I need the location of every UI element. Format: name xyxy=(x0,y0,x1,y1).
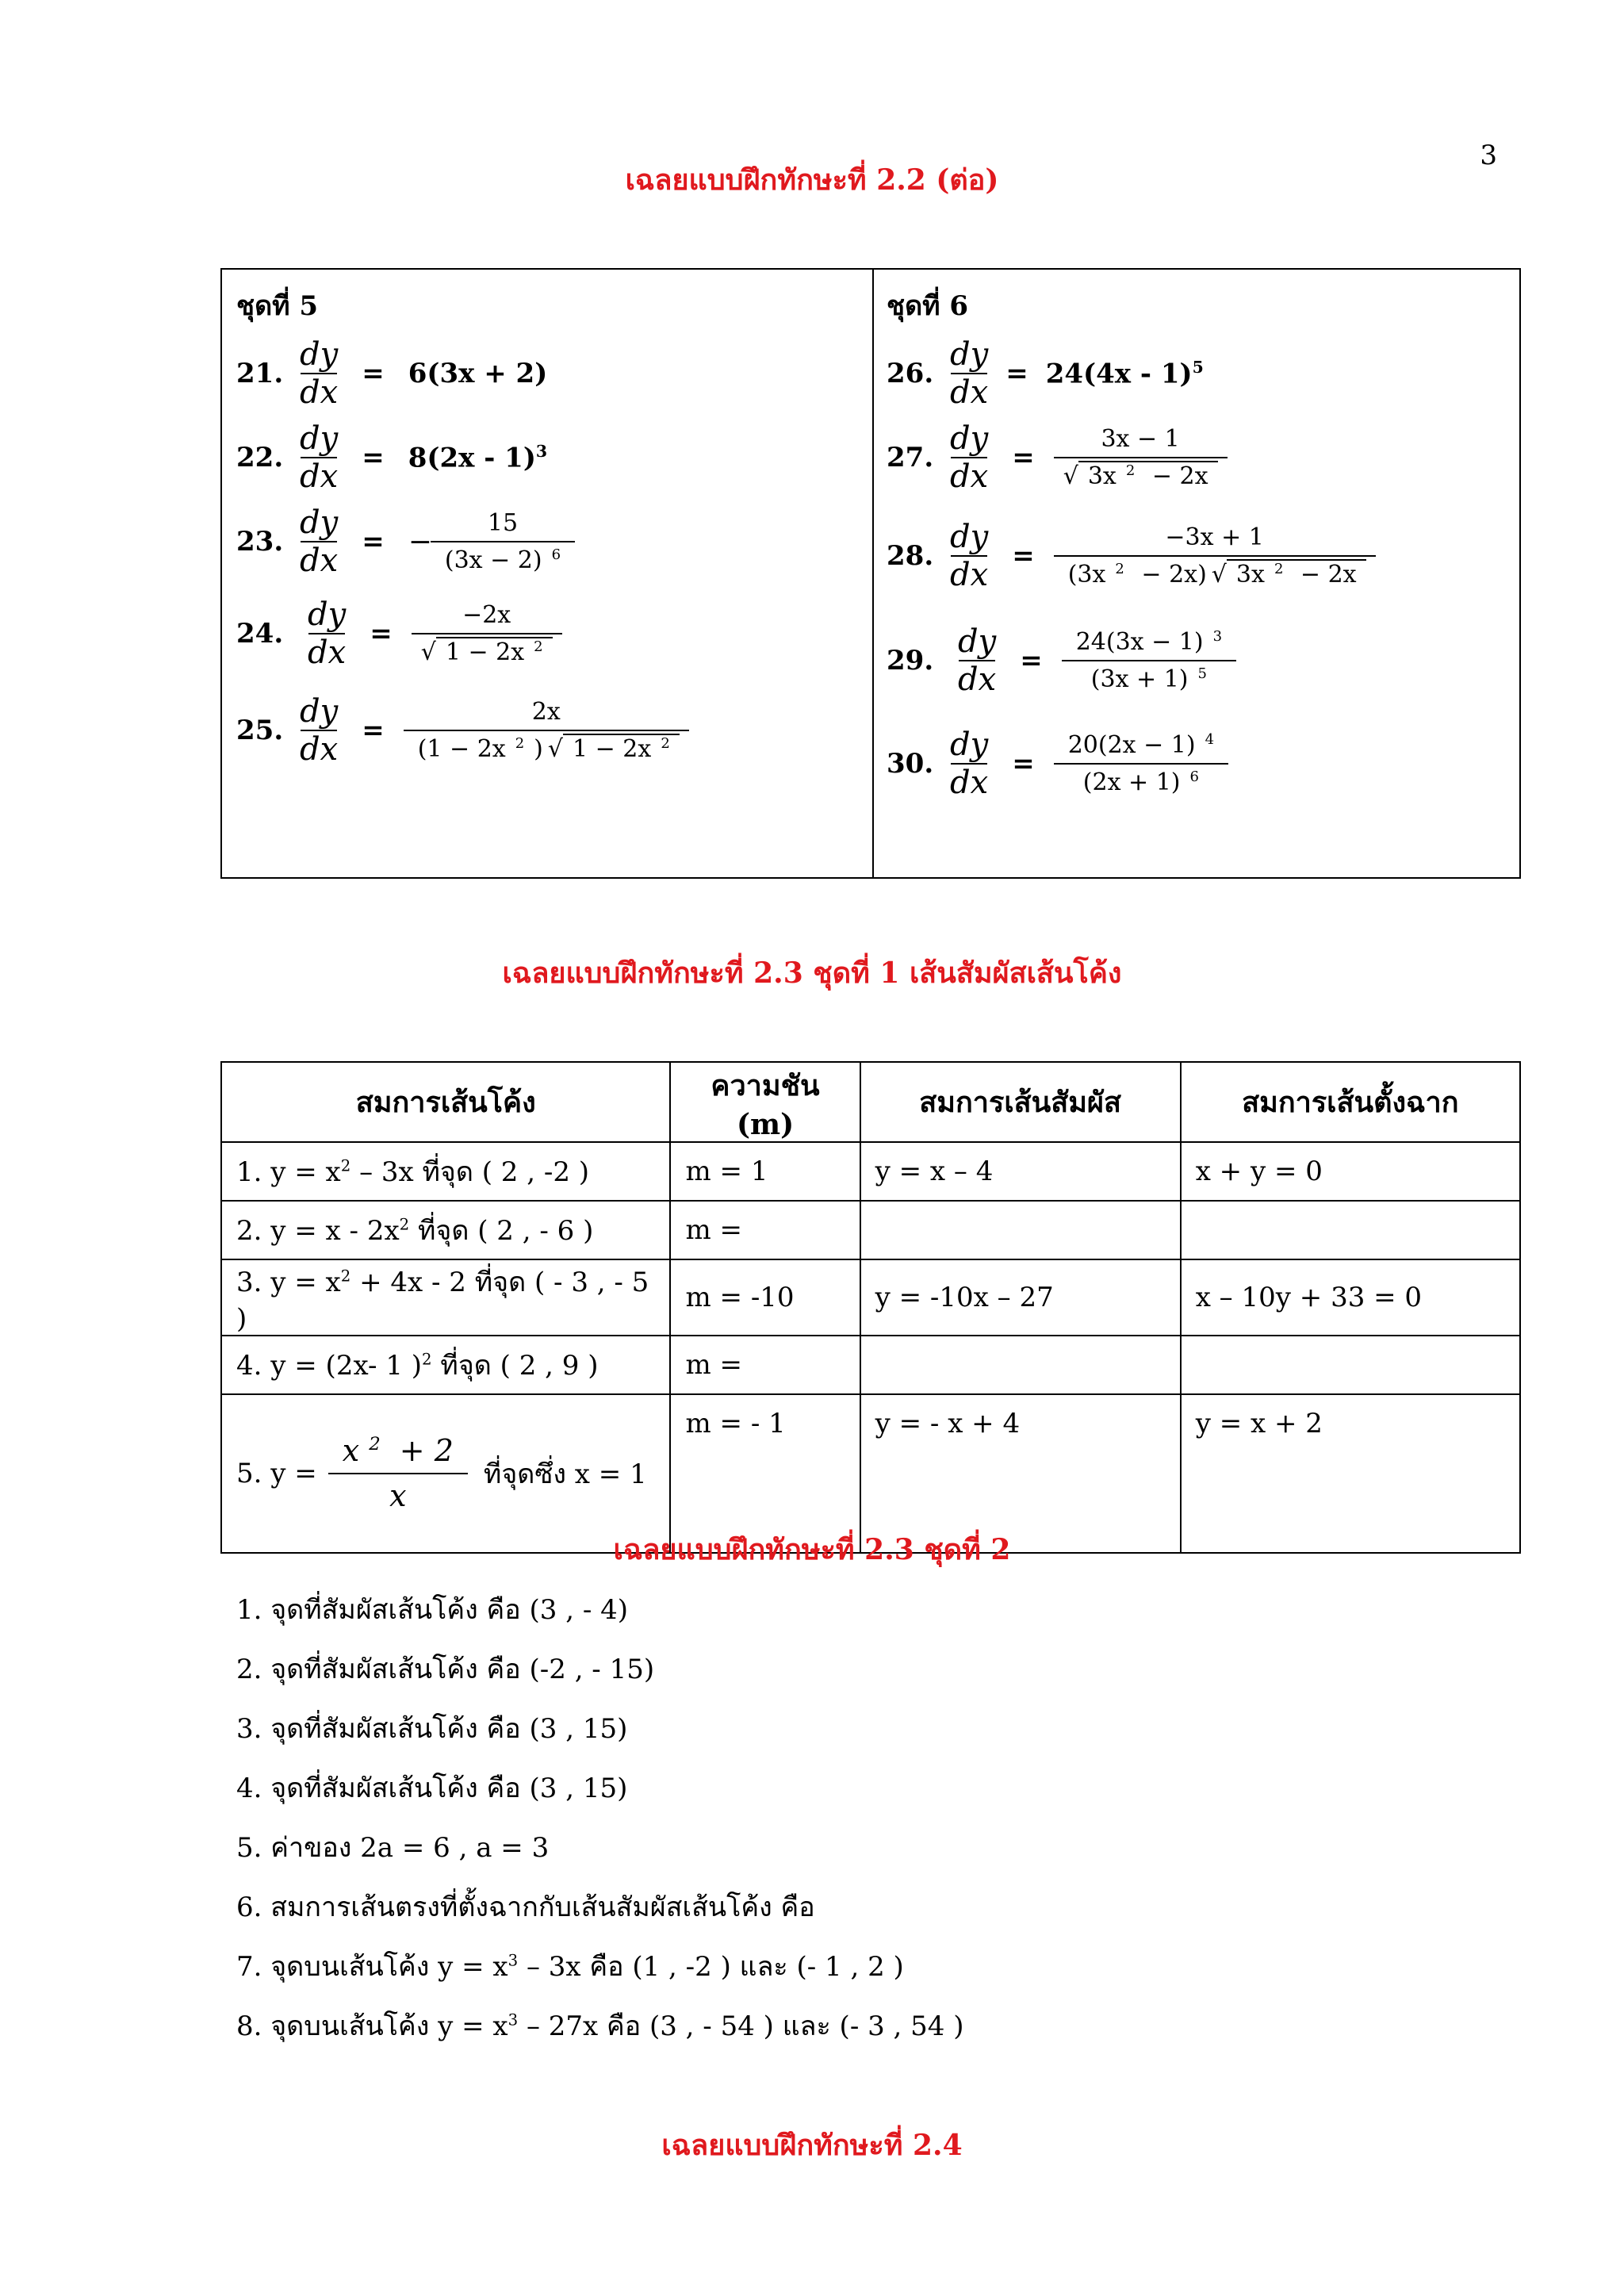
list-item: 6. สมการเส้นตรงที่ตั้งฉากกับเส้นสัมผัสเส้นโค้ง คือ xyxy=(236,1892,815,1923)
item-25: 25. $\frac{dy}{dx}$ = 2x (1 − 2x $^2$ ) √ 1 − 2x $^2$ xyxy=(236,693,684,768)
set6-title: ชุดที่ 6 xyxy=(887,290,969,322)
list-item: 1. จุดที่สัมผัสเส้นโค้ง คือ (3 , - 4) xyxy=(236,1594,629,1626)
set5-title: ชุดที่ 5 xyxy=(236,290,319,322)
item-21: 21. $\frac{dy}{dx}$ = 6(3x + 2) xyxy=(236,336,548,411)
slope-cell: m = -10 xyxy=(670,1259,860,1336)
list-item: 3. จุดที่สัมผัสเส้นโค้ง คือ (3 , 15) xyxy=(236,1713,628,1745)
heading-exercise-2-3-set2: เฉลยแบบฝึกทักษะที่ 2.3 ชุดที่ 2 xyxy=(613,1533,1011,1566)
table-header-row xyxy=(221,1062,1520,1142)
curve-cell: 1. $y = x^2 - 3x$ ที่จุด ( 2 , -2 ) xyxy=(221,1142,670,1201)
normal-cell xyxy=(1181,1201,1520,1259)
normal-cell: x + y = 0 xyxy=(1181,1142,1520,1201)
list-item: 7. จุดบนเส้นโค้ง $y = x^3 - 3x$ คือ (1 , -2 ) และ (- 1 , 2 ) xyxy=(236,1951,904,1983)
tangent-cell: y = - x + 4 xyxy=(860,1394,1181,1553)
table-row xyxy=(221,1142,1520,1201)
page-number: 3 xyxy=(1480,140,1497,171)
curve-cell: 3. $y = x^2 + 4x - 2$ ที่จุด ( - 3 , - 5 ) xyxy=(221,1259,670,1336)
table-row xyxy=(221,1201,1520,1259)
slope-cell: m = - 1 xyxy=(670,1394,860,1553)
list-item: 5. ค่าของ 2a = 6 , a = 3 xyxy=(236,1832,550,1864)
header-slope: ความชัน (m) xyxy=(670,1062,860,1142)
normal-cell: y = x + 2 xyxy=(1181,1394,1520,1553)
heading-exercise-2-3-set1: เฉลยแบบฝึกทักษะที่ 2.3 ชุดที่ 1 เส้นสัมผัสเส้นโค้ง xyxy=(502,956,1122,990)
list-item: 8. จุดบนเส้นโค้ง $y = x^3 - 27x$ คือ (3 , - 54 ) และ (- 3 , 54 ) xyxy=(236,2010,964,2042)
item-26: 26. $\frac{dy}{dx}$ = 24(4x - 1)$^5$ xyxy=(887,336,1204,411)
list-item: 2. จุดที่สัมผัสเส้นโค้ง คือ (-2 , - 15) xyxy=(236,1654,655,1685)
item-28: 28. $\frac{dy}{dx}$ = −3x + 1 (3x $^2$ − 2x) √ 3x $^2$ − 2x xyxy=(887,519,1371,593)
tangent-cell xyxy=(860,1201,1181,1259)
table-row xyxy=(221,1259,1520,1336)
slope-cell: m = xyxy=(670,1201,860,1259)
tangent-cell xyxy=(860,1336,1181,1394)
slope-cell: m = 1 xyxy=(670,1142,860,1201)
item-29: 29. $\frac{dy}{dx}$ = 24(3x − 1) $^3$ (3x + 1) $^5$ xyxy=(887,623,1231,698)
item-22: 22. $\frac{dy}{dx}$ = 8(2x - 1)$^3$ xyxy=(236,420,548,495)
item-24: 24. $\frac{dy}{dx}$ = −2x √ 1 − 2x $^2$ xyxy=(236,596,557,671)
curve-cell: 5. y = x $^2$ + 2 x ที่จุดซึ่ง x = 1 xyxy=(221,1394,670,1553)
slope-cell: m = xyxy=(670,1336,860,1394)
column-divider xyxy=(872,270,874,877)
list-item: 4. จุดที่สัมผัสเส้นโค้ง คือ (3 , 15) xyxy=(236,1773,628,1804)
curve-cell: 4. y = (2x- 1 )$^2$ ที่จุด ( 2 , 9 ) xyxy=(221,1336,670,1394)
curve-cell: 2. $y = x - 2x^2$ ที่จุด ( 2 , - 6 ) xyxy=(221,1201,670,1259)
header-curve: สมการเส้นโค้ง xyxy=(221,1062,670,1142)
normal-cell xyxy=(1181,1336,1520,1394)
item-23: 23. $\frac{dy}{dx}$ = − 15 (3x − 2) $^6$ xyxy=(236,504,570,579)
item-27: 27. $\frac{dy}{dx}$ = 3x − 1 √ 3x $^2$ − 2x xyxy=(887,420,1223,495)
tangent-cell: y = x – 4 xyxy=(860,1142,1181,1201)
header-normal: สมการเส้นตั้งฉาก xyxy=(1181,1062,1520,1142)
tangent-table xyxy=(220,1061,1521,1554)
heading-exercise-2-2-cont: เฉลยแบบฝึกทักษะที่ 2.2 (ต่อ) xyxy=(625,163,999,197)
table-row xyxy=(221,1336,1520,1394)
header-tangent: สมการเส้นสัมผัส xyxy=(860,1062,1181,1142)
item-30: 30. $\frac{dy}{dx}$ = 20(2x − 1) $^4$ (2x + 1) $^6$ xyxy=(887,726,1224,801)
dydx: $\frac{dy}{dx}$ xyxy=(300,336,339,411)
heading-exercise-2-4: เฉลยแบบฝึกทักษะที่ 2.4 xyxy=(661,2129,963,2162)
answers-box-2-2 xyxy=(220,268,1521,879)
normal-cell: x – 10y + 33 = 0 xyxy=(1181,1259,1520,1336)
tangent-cell: y = -10x – 27 xyxy=(860,1259,1181,1336)
